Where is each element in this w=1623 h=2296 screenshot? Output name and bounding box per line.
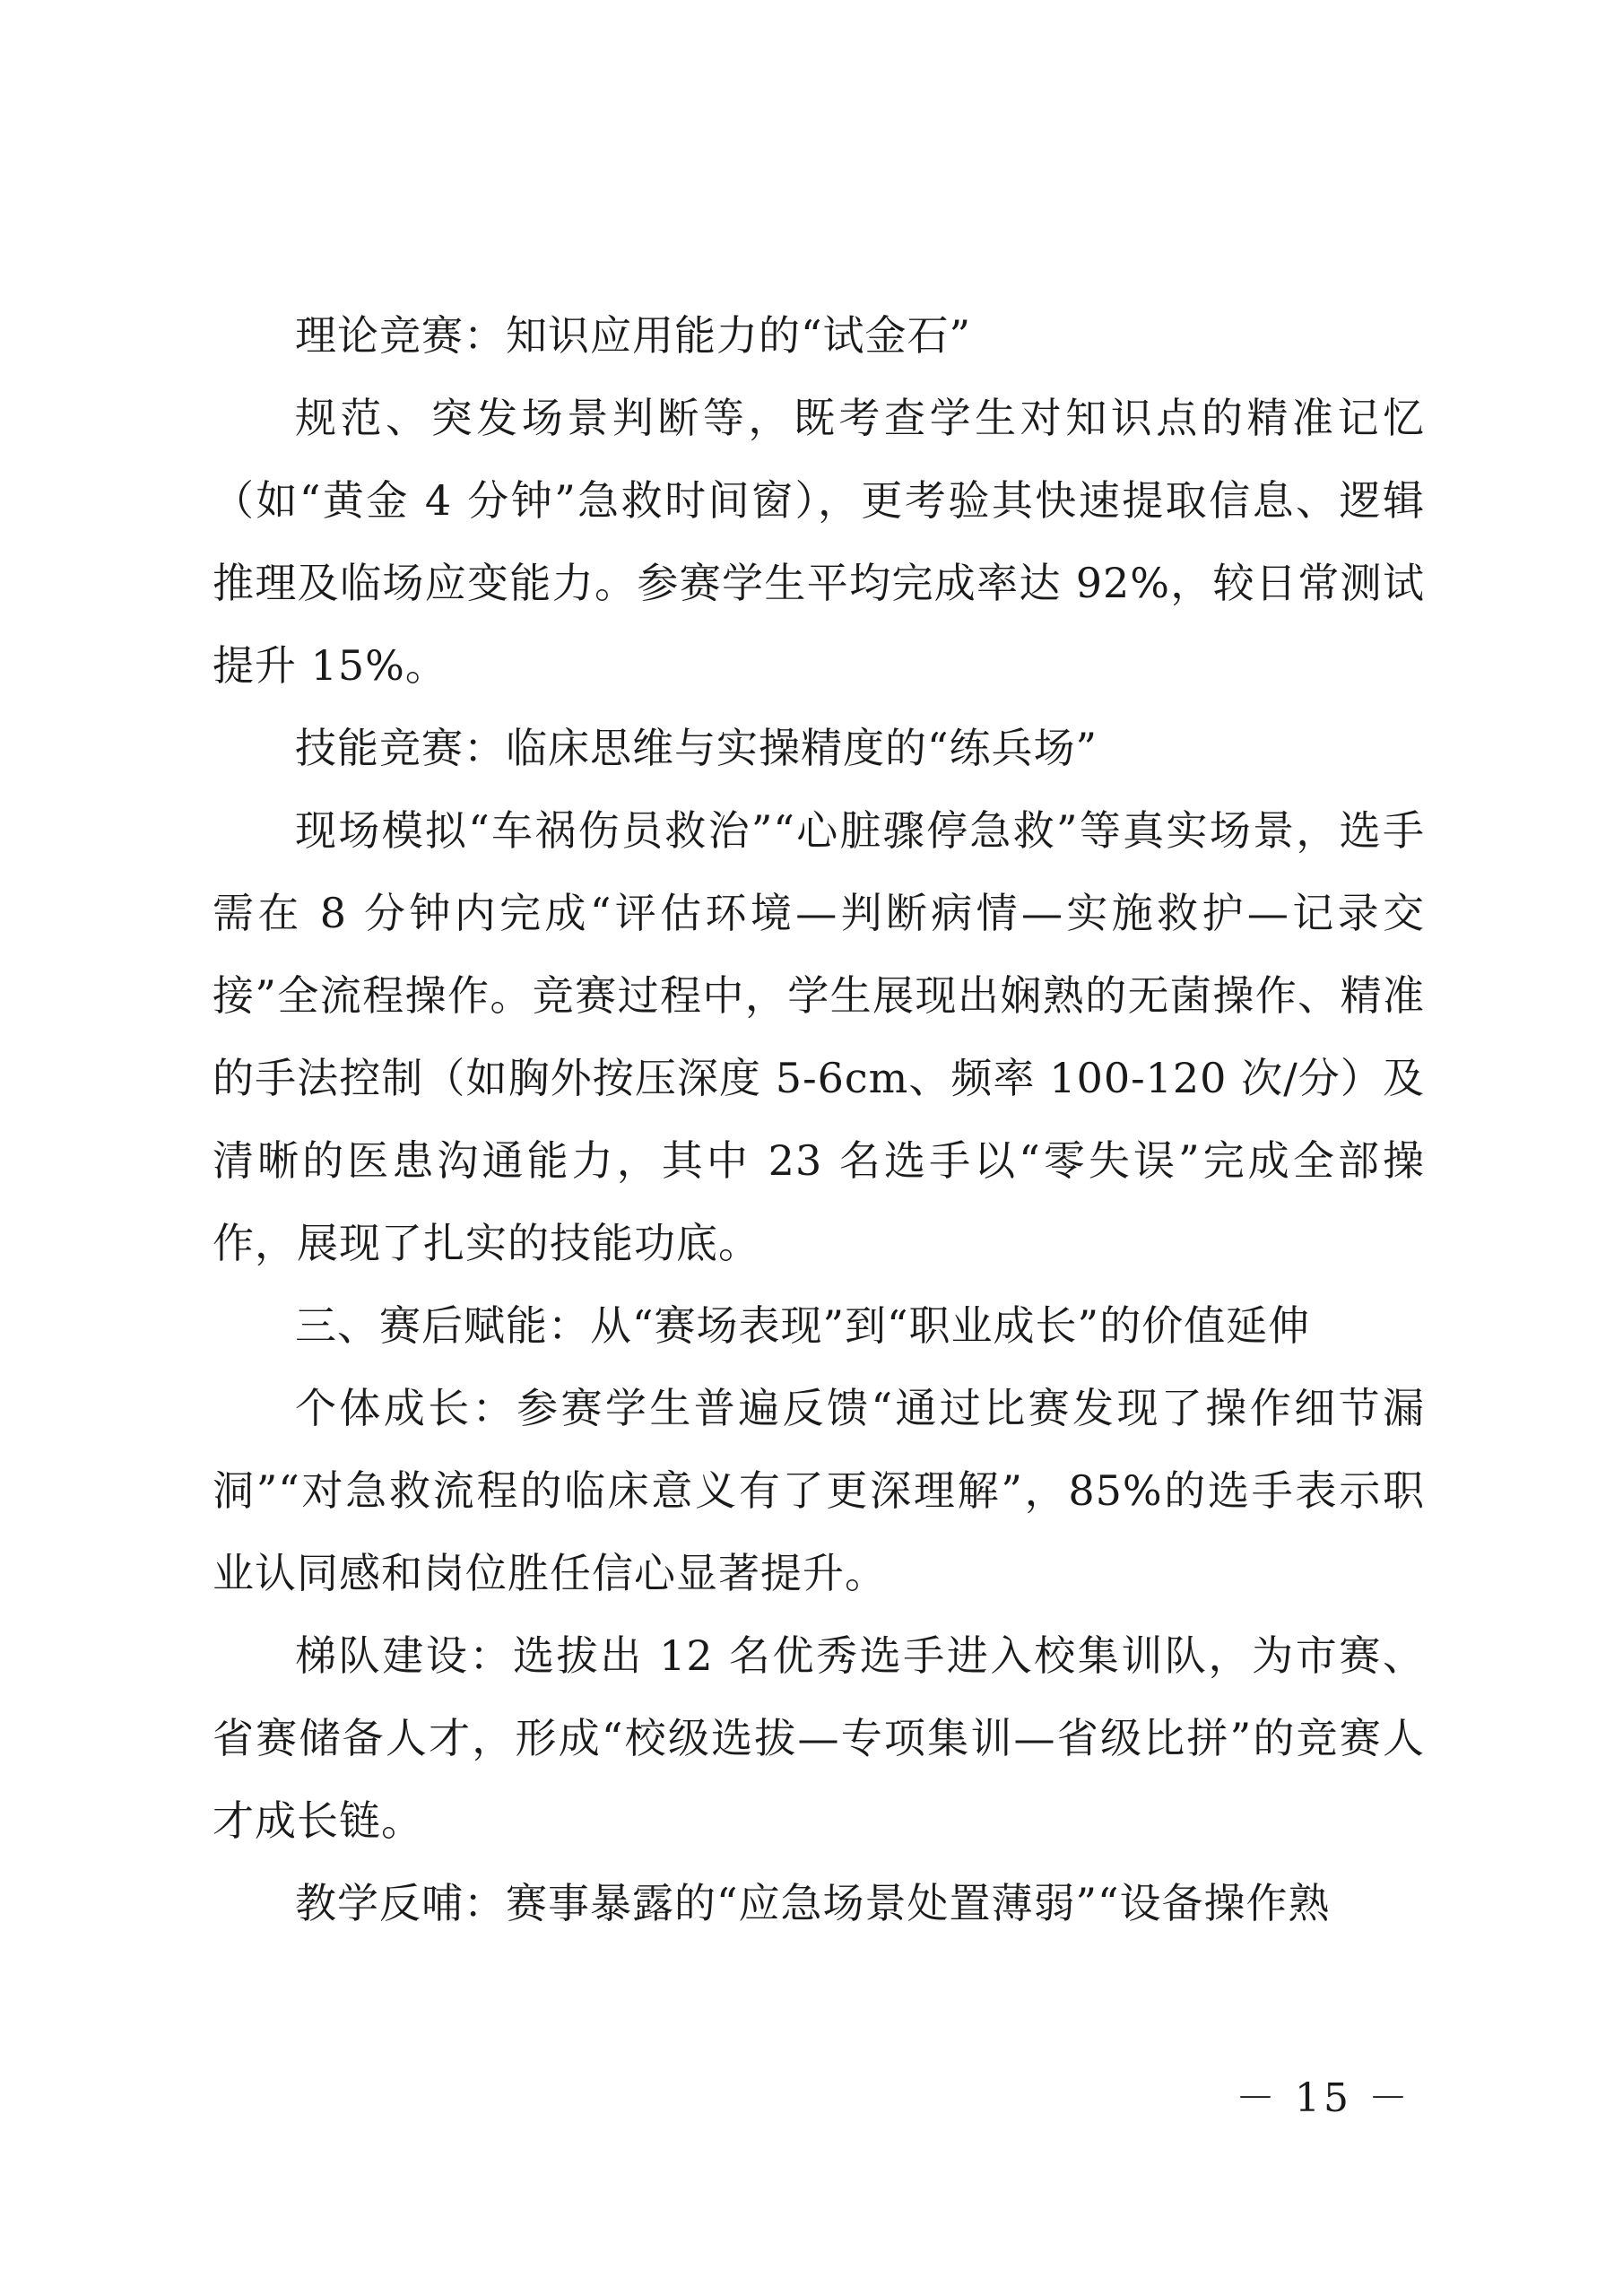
section-heading-post-competition: 三、赛后赋能：从“赛场表现”到“职业成长”的价值延伸 bbox=[295, 1301, 1311, 1350]
paragraph-theory-competition: 规范、突发场景判断等，既考查学生对知识点的精准记忆（如“黄金 4 分钟”急救时间窗），更考验其快速提取信息、逻辑推理及临场应变能力。参赛学生平均完成率达 92%，较日常测试提升 15%。 bbox=[213, 394, 1425, 690]
section-heading-theory-competition: 理论竞赛：知识应用能力的“试金石” bbox=[295, 311, 972, 360]
page-number: － 15 － bbox=[1236, 2075, 1411, 2121]
paragraph-individual-growth: 个体成长：参赛学生普遍反馈“通过比赛发现了操作细节漏洞”“对急救流程的临床意义有了更深理解”，85%的选手表示职业认同感和岗位胜任信心显著提升。 bbox=[213, 1384, 1425, 1597]
section-heading-skill-competition: 技能竞赛：临床思维与实操精度的“练兵场” bbox=[295, 724, 1098, 772]
paragraph-skill-competition: 现场模拟“车祸伤员救治”“心脏骤停急救”等真实场景，选手需在 8 分钟内完成“评估环境—判断病情—实施救护—记录交接”全流程操作。竞赛过程中，学生展现出娴熟的无菌操作、精准的手法控制（如胸外按压深度 5-6cm、频率 100-120 次/分）及清晰的医患沟通能力，其中 23 名选手以“零失误”完成全部操作，展现了扎实的技能功底。 bbox=[213, 806, 1425, 1267]
paragraph-team-building: 梯队建设：选拔出 12 名优秀选手进入校集训队，为市赛、省赛储备人才，形成“校级选拔—专项集训—省级比拼”的竞赛人才成长链。 bbox=[213, 1631, 1425, 1845]
document-body bbox=[213, 294, 1425, 1944]
paragraph-teaching-feedback: 教学反哺：赛事暴露的“应急场景处置薄弱”“设备操作熟 bbox=[295, 1879, 1331, 1927]
